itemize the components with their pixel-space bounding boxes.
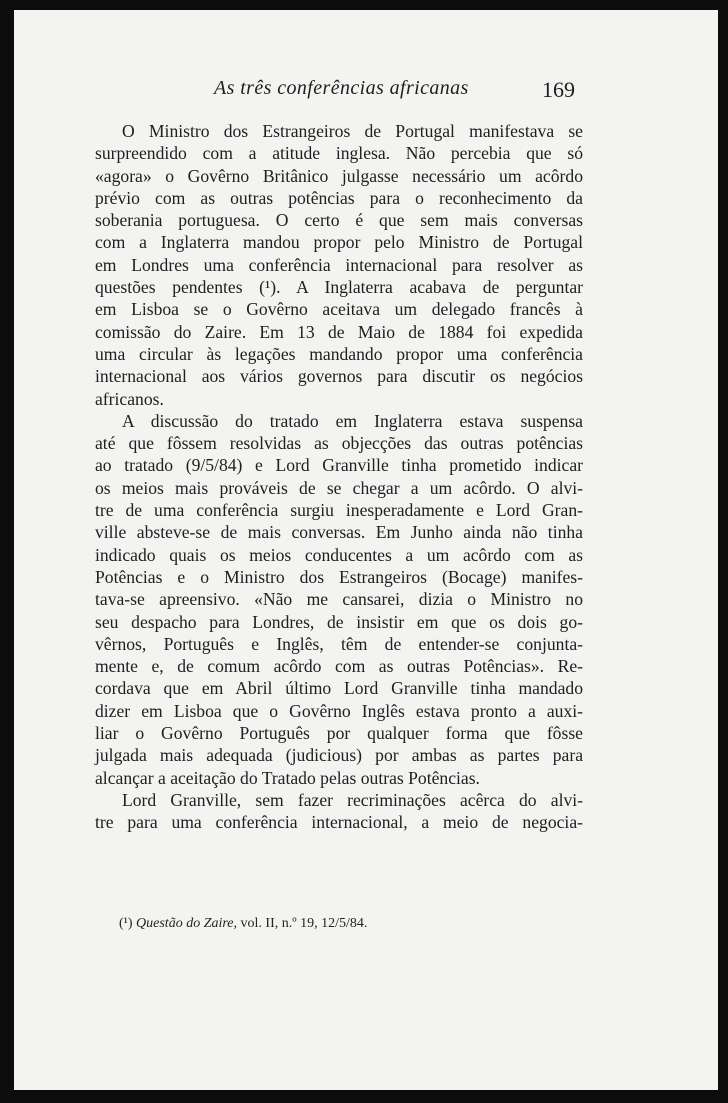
- text-line: vêrnos, Português e Inglês, têm de entender-se conjunta-: [95, 633, 583, 654]
- text-line: prévio com as outras potências para o reconhecimento da: [95, 187, 583, 208]
- text-line: tre para uma conferência internacional, a meio de negocia-: [95, 812, 583, 833]
- text-line: alcançar a aceitação do Tratado pelas outras Potências.: [95, 767, 480, 788]
- text-line: tava-se apreensivo. «Não me cansarei, dizia o Ministro no: [95, 589, 583, 610]
- footnote-source-title: Questão do Zaire,: [136, 916, 238, 931]
- text-line: em Londres uma conferência internacional para resolver as: [95, 254, 583, 275]
- text-line: internacional aos vários governos para discutir os negócios: [95, 366, 583, 387]
- text-line: dizer em Lisboa que o Govêrno Inglês estava pronto a auxi-: [95, 700, 583, 721]
- text-line: Potências e o Ministro dos Estrangeiros (Bocage) manifes-: [95, 566, 583, 587]
- text-line: O Ministro dos Estrangeiros de Portugal manifestava se: [122, 121, 583, 141]
- text-line: cordava que em Abril último Lord Granville tinha mandado: [95, 678, 583, 699]
- text-line: até que fôssem resolvidas as objecções das outras potências: [95, 433, 583, 454]
- text-line: os meios mais prováveis de se chegar a um acôrdo. O alvi-: [95, 477, 583, 498]
- page-header: [14, 77, 718, 107]
- footnote-details: vol. II, n.º 19, 12/5/84.: [240, 916, 368, 931]
- text-line: mente e, de comum acôrdo com as outras Potências». Re-: [95, 656, 583, 677]
- text-line: comissão do Zaire. Em 13 de Maio de 1884 foi expedida: [95, 321, 583, 342]
- text-line: com a Inglaterra mandou propor pelo Ministro de Portugal: [95, 232, 583, 253]
- book-page: [14, 10, 718, 1090]
- text-line: surpreendido com a atitude inglesa. Não percebia que só: [95, 143, 583, 164]
- text-line: A discussão do tratado em Inglaterra estava suspensa: [122, 410, 583, 431]
- text-line: ville absteve-se de mais conversas. Em Junho ainda não tinha: [95, 522, 583, 543]
- body-text: [95, 120, 583, 834]
- text-line: soberania portuguesa. O certo é que sem mais conversas: [95, 210, 583, 231]
- text-line: «agora» o Govêrno Britânico julgasse necessário um acôrdo: [95, 165, 583, 186]
- text-line: questões pendentes (¹). A Inglaterra acabava de perguntar: [95, 277, 583, 298]
- footnote: [119, 916, 367, 932]
- text-line: seu despacho para Londres, de insistir em que os dois go-: [95, 611, 583, 632]
- footnote-marker: (¹): [119, 916, 133, 931]
- running-title: As três conferências africanas: [214, 77, 469, 99]
- text-line: indicado quais os meios conducentes a um acôrdo com as: [95, 544, 583, 565]
- text-line: africanos.: [95, 388, 164, 409]
- text-line: julgada mais adequada (judicious) por ambas as partes para: [95, 745, 583, 766]
- text-line: uma circular às legações mandando propor uma conferência: [95, 343, 583, 364]
- text-line: em Lisboa se o Govêrno aceitava um delegado francês à: [95, 299, 583, 320]
- text-line: Lord Granville, sem fazer recriminações acêrca do alvi-: [122, 789, 583, 810]
- text-line: ao tratado (9/5/84) e Lord Granville tinha prometido indicar: [95, 455, 583, 476]
- text-line: tre de uma conferência surgiu inesperadamente e Lord Gran-: [95, 500, 583, 521]
- page-number: 169: [542, 77, 575, 102]
- text-line: liar o Govêrno Português por qualquer forma que fôsse: [95, 723, 583, 744]
